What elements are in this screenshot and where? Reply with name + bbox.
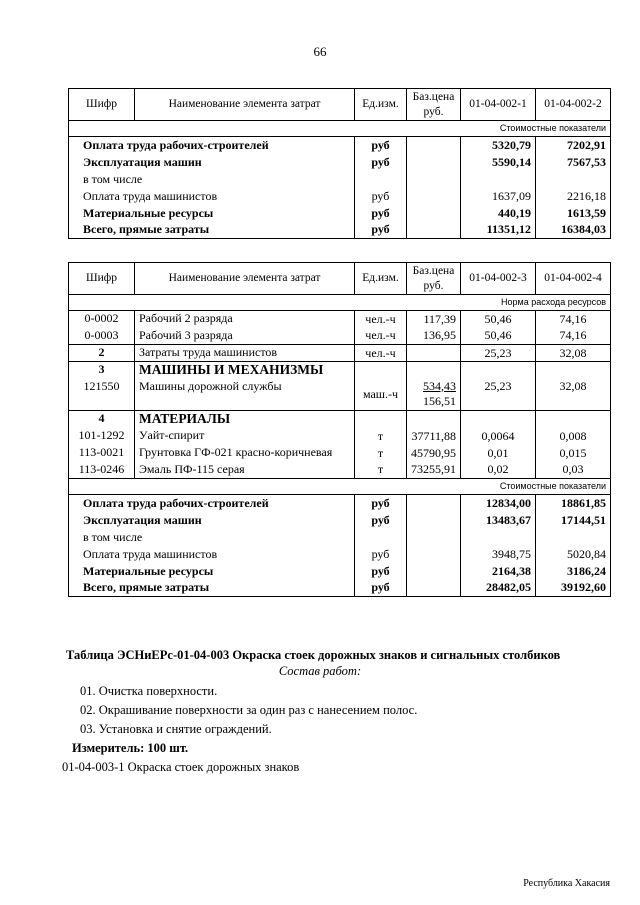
header-col1: 01-04-002-1 [461, 89, 536, 121]
resource-code: 113-0246 [69, 462, 135, 479]
cost-name: Оплата труда машинистов [69, 188, 355, 205]
cost-name: Оплата труда рабочих-строителей [69, 137, 355, 154]
resource-row [69, 411, 611, 428]
table-title: Таблица ЭСНиЕРс-01-04-003 Окраска стоек дорожных знаков и сигнальных столбиков [66, 648, 561, 662]
measure-unit: Измеритель: 100 шт. [72, 741, 189, 755]
table-header [69, 89, 611, 121]
cost-unit: руб [355, 512, 407, 529]
cost-table-2 [68, 262, 611, 597]
cost-price [407, 222, 461, 239]
price-value-2: 156,51 [423, 393, 456, 408]
resource-code: 113-0021 [69, 445, 135, 462]
table-row [69, 546, 611, 563]
cost-unit: руб [355, 154, 407, 171]
resource-name: МАТЕРИАЛЫ [135, 411, 355, 428]
cost-value-1: 440,19 [461, 205, 536, 222]
resource-code: 0-0003 [69, 328, 135, 345]
resource-row [69, 445, 611, 462]
resource-price: 45790,95 [407, 445, 461, 462]
resource-row [69, 379, 611, 411]
cost-price [407, 495, 461, 512]
header-name: Наименование элемента затрат [135, 263, 355, 295]
resource-value-1: 25,23 [461, 345, 536, 362]
resource-unit [355, 362, 407, 379]
cost-value-1: 28482,05 [461, 580, 536, 597]
cost-name: в том числе [69, 529, 355, 546]
resource-name: Грунтовка ГФ-021 красно-коричневая [135, 445, 355, 462]
resource-value-1: 50,46 [461, 328, 536, 345]
cost-value-1: 5320,79 [461, 137, 536, 154]
cost-name: Материальные ресурсы [69, 205, 355, 222]
cost-name: Материальные ресурсы [69, 563, 355, 580]
cost-value-2: 3186,24 [536, 563, 611, 580]
code-line: 01-04-003-1 Окраска стоек дорожных знаков [62, 760, 300, 774]
work-item: 02. Окрашивание поверхности за один раз с нанесением полос. [80, 703, 418, 717]
resource-unit: т [355, 445, 407, 462]
table-row [69, 495, 611, 512]
cost-price [407, 154, 461, 171]
work-composition-heading: Состав работ: [278, 664, 362, 678]
cost-unit: руб [355, 188, 407, 205]
cost-value-1: 11351,12 [461, 222, 536, 239]
resource-value-2: 0,03 [536, 462, 611, 479]
resource-price: 136,95 [407, 328, 461, 345]
cost-value-1: 1637,09 [461, 188, 536, 205]
resource-unit: чел.-ч [355, 345, 407, 362]
header-col2: 01-04-002-2 [536, 89, 611, 121]
header-name: Наименование элемента затрат [135, 89, 355, 121]
header-col2: 01-04-002-4 [536, 263, 611, 295]
cost-value-1: 3948,75 [461, 546, 536, 563]
table-row [69, 529, 611, 546]
resource-unit: т [355, 462, 407, 479]
resource-code: 121550 [69, 379, 135, 411]
resource-unit: чел.-ч [355, 311, 407, 328]
resource-value-2 [536, 362, 611, 379]
cost-price [407, 205, 461, 222]
cost-price [407, 137, 461, 154]
resource-code: 101-1292 [69, 428, 135, 445]
cost-name: Эксплуатация машин [69, 154, 355, 171]
footer-region: Республика Хакасия [523, 878, 610, 889]
cost-value-1 [461, 171, 536, 188]
table-row [69, 563, 611, 580]
resource-row [69, 362, 611, 379]
header-code: Шифр [69, 89, 135, 121]
resource-value-1: 0,0064 [461, 428, 536, 445]
table-row [69, 154, 611, 171]
resource-value-2: 32,08 [536, 379, 611, 411]
resource-code: 2 [69, 345, 135, 362]
table-row [69, 188, 611, 205]
cost-name: Эксплуатация машин [69, 512, 355, 529]
cost-value-2 [536, 171, 611, 188]
cost-unit: руб [355, 546, 407, 563]
table-row [69, 222, 611, 239]
header-price: Баз.цена руб. [407, 263, 461, 295]
cost-price [407, 580, 461, 597]
cost-name: в том числе [69, 171, 355, 188]
resource-price: 73255,91 [407, 462, 461, 479]
section-label: Стоимостные показатели [69, 121, 611, 137]
cost-price [407, 171, 461, 188]
section-label: Норма расхода ресурсов [69, 295, 611, 311]
work-item: 03. Установка и снятие ограждений. [80, 722, 272, 736]
cost-price [407, 512, 461, 529]
resource-price [407, 362, 461, 379]
cost-value-2: 7567,53 [536, 154, 611, 171]
cost-value-2: 39192,60 [536, 580, 611, 597]
cost-value-1: 2164,38 [461, 563, 536, 580]
resource-price [407, 345, 461, 362]
resource-unit: маш.-ч [355, 379, 407, 411]
cost-price [407, 546, 461, 563]
resource-price: 117,39 [407, 311, 461, 328]
cost-value-2: 16384,03 [536, 222, 611, 239]
cost-value-1: 5590,14 [461, 154, 536, 171]
cost-unit: руб [355, 137, 407, 154]
cost-unit: руб [355, 222, 407, 239]
table-header [69, 263, 611, 295]
resource-value-2 [536, 411, 611, 428]
cost-unit: руб [355, 205, 407, 222]
resource-value-2: 74,16 [536, 311, 611, 328]
resource-value-2: 0,015 [536, 445, 611, 462]
header-price: Баз.цена руб. [407, 89, 461, 121]
resource-value-1 [461, 362, 536, 379]
cost-value-2: 1613,59 [536, 205, 611, 222]
resource-code: 0-0002 [69, 311, 135, 328]
cost-value-2 [536, 529, 611, 546]
cost-value-2: 18861,85 [536, 495, 611, 512]
resource-row [69, 328, 611, 345]
resource-code: 3 [69, 362, 135, 379]
cost-name: Оплата труда машинистов [69, 546, 355, 563]
resource-value-1 [461, 411, 536, 428]
cost-value-2: 2216,18 [536, 188, 611, 205]
header-code: Шифр [69, 263, 135, 295]
cost-value-1: 13483,67 [461, 512, 536, 529]
resource-name: Рабочий 2 разряда [135, 311, 355, 328]
cost-unit [355, 529, 407, 546]
resource-price [407, 411, 461, 428]
work-item: 01. Очистка поверхности. [80, 684, 218, 698]
cost-table-1 [68, 88, 611, 239]
cost-unit [355, 171, 407, 188]
resource-name: Эмаль ПФ-115 серая [135, 462, 355, 479]
cost-unit: руб [355, 563, 407, 580]
cost-section-label: Стоимостные показатели [69, 479, 611, 495]
resource-row [69, 345, 611, 362]
resource-row [69, 428, 611, 445]
cost-name: Всего, прямые затраты [69, 222, 355, 239]
resource-value-2: 32,08 [536, 345, 611, 362]
cost-name: Оплата труда рабочих-строителей [69, 495, 355, 512]
resource-price [407, 379, 461, 411]
cost-price [407, 188, 461, 205]
resource-code: 4 [69, 411, 135, 428]
page-number: 66 [313, 44, 327, 59]
resource-name: Рабочий 3 разряда [135, 328, 355, 345]
resource-value-1: 50,46 [461, 311, 536, 328]
resource-value-1: 25,23 [461, 379, 536, 411]
resource-name: Уайт-спирит [135, 428, 355, 445]
header-unit: Ед.изм. [355, 263, 407, 295]
cost-price [407, 563, 461, 580]
resource-name: МАШИНЫ И МЕХАНИЗМЫ [135, 362, 355, 379]
resource-row [69, 311, 611, 328]
header-col1: 01-04-002-3 [461, 263, 536, 295]
resource-name: Машины дорожной службы [135, 379, 355, 411]
cost-value-2: 7202,91 [536, 137, 611, 154]
resource-value-2: 0,008 [536, 428, 611, 445]
price-value: 534,43 [423, 378, 456, 393]
table-row [69, 512, 611, 529]
resource-row [69, 462, 611, 479]
resource-unit: чел.-ч [355, 328, 407, 345]
cost-value-1: 12834,00 [461, 495, 536, 512]
resource-value-1: 0,02 [461, 462, 536, 479]
table-row [69, 580, 611, 597]
cost-unit: руб [355, 495, 407, 512]
resource-unit: т [355, 428, 407, 445]
resource-price: 37711,88 [407, 428, 461, 445]
table-row [69, 205, 611, 222]
table-row [69, 171, 611, 188]
cost-value-1 [461, 529, 536, 546]
cost-unit: руб [355, 580, 407, 597]
table-row [69, 137, 611, 154]
resource-name: Затраты труда машинистов [135, 345, 355, 362]
cost-name: Всего, прямые затраты [69, 580, 355, 597]
resource-unit [355, 411, 407, 428]
cost-value-2: 5020,84 [536, 546, 611, 563]
header-unit: Ед.изм. [355, 89, 407, 121]
resource-value-2: 74,16 [536, 328, 611, 345]
cost-price [407, 529, 461, 546]
resource-value-1: 0,01 [461, 445, 536, 462]
cost-value-2: 17144,51 [536, 512, 611, 529]
